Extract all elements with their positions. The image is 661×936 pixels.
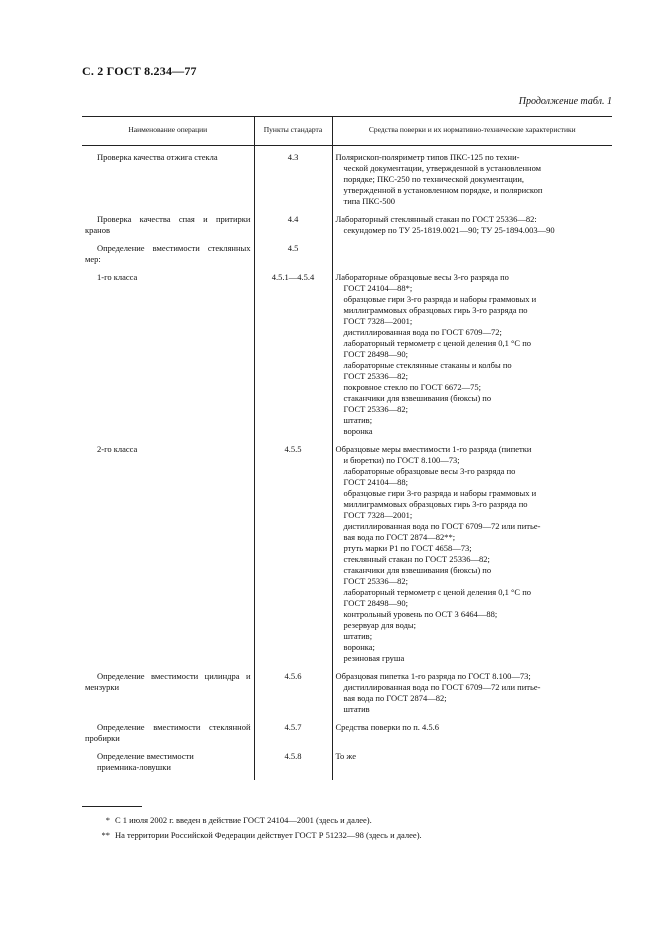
table-row [82,272,612,444]
operation-cell [82,214,254,243]
clause-cell: 4.3 [254,146,332,215]
table-row [82,751,612,780]
means-line: Образцовые меры вместимости 1-го разряда (пипетки [335,444,532,454]
column-header-operation: Наименование операции [82,117,254,146]
means-line: штатив; [343,631,373,641]
means-line: ГОСТ 7328—2001; [343,510,413,520]
operation-text: Определение вместимости стеклянной пробирки [85,722,251,743]
operation-text: Определение вместимости цилиндра и мензурки [85,671,251,692]
means-line: дистиллированная вода по ГОСТ 6709—72 или питье- [343,682,541,692]
table-header-row [82,117,612,146]
means-line: образцовые гири 3-го разряда и наборы граммовых и [343,294,537,304]
operation-cell [82,751,254,780]
means-cell [332,214,612,243]
means-line: Образцовая пипетка 1-го разряда по ГОСТ 8.100—73; [335,671,531,681]
table-row [82,671,612,722]
table-row [82,444,612,671]
means-line: резервуар для воды; [343,620,416,630]
operation-cell [82,671,254,722]
operation-text: приемника-ловушки [97,762,171,772]
clause-cell: 4.5.7 [254,722,332,751]
table-row [82,146,612,215]
means-line: дистиллированная вода по ГОСТ 6709—72; [343,327,502,337]
operation-text: Определение вместимости стеклянных мер: [85,243,251,264]
operation-cell [82,272,254,444]
means-line: стаканчики для взвешивания (бюксы) по [343,393,492,403]
operation-text: Проверка качества спая и притирки кранов [85,214,251,235]
table-row [82,243,612,272]
means-line: воронка [343,426,373,436]
means-cell [332,146,612,215]
clause-cell: 4.5.5 [254,444,332,671]
means-line: Лабораторные образцовые весы 3-го разряда по [335,272,509,282]
column-header-clauses: Пункты стандарта [254,117,332,146]
footnote-2: ** На территории Российской Федерации действует ГОСТ Р 51232—98 (здесь и далее). [101,830,422,840]
operation-cell [82,243,254,272]
means-line: вая вода по ГОСТ 2874—82**; [343,532,456,542]
means-line: штатив; [343,415,373,425]
means-line: миллиграммовых образцовых гирь 3-го разряда по [343,499,528,509]
clause-cell: 4.5.8 [254,751,332,780]
footnotes [88,813,608,843]
footnote-divider [82,806,142,807]
means-line: типа ПКС-500 [343,196,396,206]
means-cell [332,243,612,272]
operation-cell [82,722,254,751]
table-continuation-label: Продолжение табл. 1 [518,96,612,107]
means-line: Средства поверки по п. 4.5.6 [335,722,440,732]
clause-cell: 4.5.1—4.5.4 [254,272,332,444]
means-line: образцовые гири 3-го разряда и наборы граммовых и [343,488,537,498]
means-line: ческой документации, утвержденной в установленном [343,163,542,173]
means-line: лабораторный термометр с ценой деления 0,1 °С по [343,338,532,348]
means-line: ГОСТ 28498—90; [343,598,409,608]
table-row [82,214,612,243]
operation-text: Определение вместимости [97,751,194,761]
means-line: лабораторные образцовые весы 3-го разряда по [343,466,516,476]
means-line: воронка; [343,642,375,652]
means-line: и бюретки) по ГОСТ 8.100—73; [343,455,460,465]
operation-text: 2-го класса [97,444,138,454]
means-cell [332,751,612,780]
means-cell [332,671,612,722]
means-line: утвержденной в установленном порядке, и полярископ [343,185,543,195]
means-line: ГОСТ 25336—82; [343,404,409,414]
means-line: ГОСТ 24104—88*; [343,283,413,293]
means-line: То же [335,751,356,761]
means-line: штатив [343,704,370,714]
operation-cell [82,444,254,671]
clause-cell: 4.5 [254,243,332,272]
means-line: Полярископ-поляриметр типов ПКС-125 по техни- [335,152,520,162]
means-line: стеклянный стакан по ГОСТ 25336—82; [343,554,490,564]
means-line: ГОСТ 24104—88; [343,477,409,487]
means-line: ГОСТ 25336—82; [343,371,409,381]
means-line: стаканчики для взвешивания (бюксы) по [343,565,492,575]
clause-cell: 4.4 [254,214,332,243]
verification-means-table [82,116,612,780]
means-line: лабораторные стеклянные стаканы и колбы по [343,360,512,370]
means-line: порядке; ПКС-250 по технической документации, [343,174,525,184]
means-line: миллиграммовых образцовых гирь 3-го разряда по [343,305,528,315]
means-line: ГОСТ 28498—90; [343,349,409,359]
table-row [82,722,612,751]
page-header: С. 2 ГОСТ 8.234—77 [82,64,197,78]
operation-cell [82,146,254,215]
footnote-1: * С 1 июля 2002 г. введен в действие ГОСТ 24104—2001 (здесь и далее). [105,815,372,825]
means-line: секундомер по ТУ 25-1819.0021—90; ТУ 25-1894.003—90 [343,225,555,235]
means-line: резиновая груша [343,653,405,663]
column-header-means: Средства поверки и их нормативно-технические характеристики [332,117,612,146]
means-cell [332,722,612,751]
means-cell [332,272,612,444]
means-line: контрольный уровень по ОСТ 3 6464—88; [343,609,498,619]
means-line: лабораторный термометр с ценой деления 0,1 °С по [343,587,532,597]
clause-cell: 4.5.6 [254,671,332,722]
operation-text: Проверка качества отжига стекла [97,152,218,162]
means-line: Лабораторный стеклянный стакан по ГОСТ 25336—82: [335,214,537,224]
means-line: ртуть марки Р1 по ГОСТ 4658—73; [343,543,472,553]
operation-text: 1-го класса [97,272,138,282]
means-line: дистиллированная вода по ГОСТ 6709—72 или питье- [343,521,541,531]
means-cell [332,444,612,671]
means-line: вая вода по ГОСТ 2874—82; [343,693,447,703]
means-line: ГОСТ 7328—2001; [343,316,413,326]
means-line: покровное стекло по ГОСТ 6672—75; [343,382,481,392]
means-line: ГОСТ 25336—82; [343,576,409,586]
